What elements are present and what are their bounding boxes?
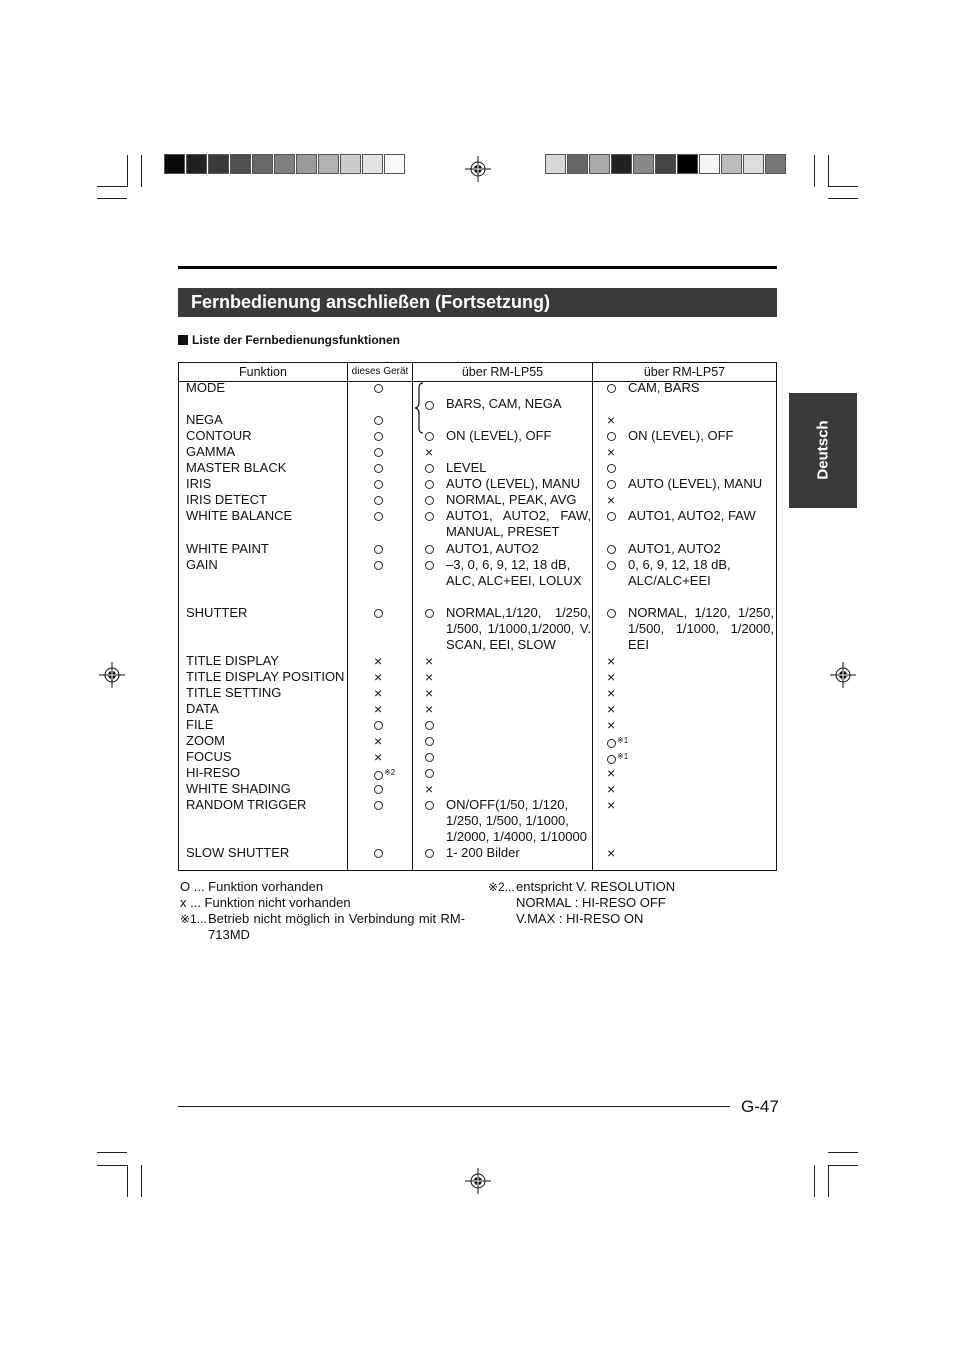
cross-icon: ×	[374, 733, 383, 749]
device-symbol	[374, 653, 382, 670]
circle-icon	[374, 496, 383, 505]
color-bar-right	[545, 154, 787, 176]
legend-note2-line2: NORMAL : HI-RESO OFF	[516, 895, 666, 910]
cross-icon: ×	[607, 653, 616, 669]
circle-icon	[607, 480, 616, 489]
circle-icon	[607, 384, 616, 393]
circle-icon	[374, 384, 383, 393]
cross-icon: ×	[425, 653, 434, 669]
lp55-value: LEVEL	[446, 460, 487, 475]
crop-mark	[141, 155, 142, 187]
circle-icon	[374, 801, 383, 810]
circle-icon	[374, 512, 383, 521]
table-column-divider	[412, 363, 413, 870]
cross-icon: ×	[607, 492, 616, 508]
device-symbol	[374, 685, 382, 702]
lp55-symbol	[425, 781, 433, 798]
device-symbol	[374, 557, 383, 573]
device-symbol	[374, 412, 383, 428]
circle-icon	[607, 739, 616, 748]
lp55-symbol	[425, 701, 433, 718]
device-symbol	[374, 541, 383, 557]
function-name: WHITE SHADING	[186, 781, 291, 796]
crop-mark	[97, 198, 127, 199]
function-name: MASTER BLACK	[186, 460, 287, 475]
cross-icon: ×	[607, 845, 616, 861]
cross-icon: ×	[425, 669, 434, 685]
function-name: SLOW SHUTTER	[186, 845, 290, 860]
lp55-symbol	[425, 476, 434, 492]
function-name: FILE	[186, 717, 214, 732]
lp55-symbol	[425, 541, 434, 557]
lp57-symbol	[607, 476, 616, 492]
circle-icon	[374, 432, 383, 441]
subheading-text: Liste der Fernbedienungsfunktionen	[192, 333, 401, 347]
footnote-marker: ※1	[617, 736, 629, 745]
device-symbol	[374, 781, 383, 797]
legend-note2-line1: entspricht V. RESOLUTION	[516, 879, 676, 894]
cross-icon: ×	[607, 717, 616, 733]
lp55-value: NORMAL, PEAK, AVG	[446, 492, 577, 507]
function-name: TITLE SETTING	[186, 685, 282, 700]
legend-note2-mark: ※2...	[488, 880, 515, 894]
cross-icon: ×	[607, 701, 616, 717]
function-name: TITLE DISPLAY POSITION	[186, 669, 345, 684]
circle-icon	[374, 545, 383, 554]
circle-icon	[425, 849, 434, 858]
device-symbol	[374, 605, 383, 621]
lp57-value: ON (LEVEL), OFF	[628, 428, 734, 443]
lp57-symbol	[607, 428, 616, 444]
function-name: WHITE BALANCE	[186, 508, 293, 523]
lp57-symbol	[607, 605, 616, 621]
lp55-mode-nega-value: BARS, CAM, NEGA	[446, 396, 562, 411]
lp57-value: AUTO1, AUTO2	[628, 541, 721, 556]
circle-icon	[374, 609, 383, 618]
function-name: RANDOM TRIGGER	[186, 797, 307, 812]
cross-icon: ×	[374, 653, 383, 669]
footer-rule	[178, 1106, 730, 1107]
crop-mark	[828, 1165, 858, 1166]
device-symbol	[374, 701, 382, 718]
registration-mark-icon	[98, 661, 126, 689]
lp55-mode-nega-symbol	[425, 397, 434, 413]
page-number: G-47	[741, 1097, 779, 1116]
lp55-value: ON (LEVEL), OFF	[446, 428, 552, 443]
lp55-symbol	[425, 765, 434, 781]
brace-icon	[414, 382, 424, 434]
cross-icon: ×	[607, 669, 616, 685]
device-symbol	[374, 749, 382, 766]
function-name: WHITE PAINT	[186, 541, 269, 556]
cross-icon: ×	[425, 781, 434, 797]
lp57-symbol	[607, 717, 615, 734]
lp55-symbol	[425, 653, 433, 670]
circle-icon	[607, 512, 616, 521]
circle-icon	[425, 737, 434, 746]
function-name: SHUTTER	[186, 605, 248, 620]
lp57-symbol	[607, 508, 616, 524]
function-name: CONTOUR	[186, 428, 252, 443]
cross-icon: ×	[374, 749, 383, 765]
circle-icon	[607, 561, 616, 570]
lp55-value: NORMAL,1/120, 1/250, 1/500, 1/1000,1/2000, V. SCAN, EEI, SLOW	[446, 605, 591, 652]
circle-icon	[374, 480, 383, 489]
circle-icon	[607, 755, 616, 764]
crop-mark	[828, 1152, 858, 1153]
lp55-symbol	[425, 669, 433, 686]
function-table	[178, 362, 777, 871]
device-symbol	[374, 845, 383, 861]
lp55-symbol	[425, 444, 433, 461]
device-symbol	[374, 492, 383, 508]
circle-icon	[425, 480, 434, 489]
lp57-value: 0, 6, 9, 12, 18 dB, ALC/ALC+EEI	[628, 557, 731, 588]
registration-mark-icon	[829, 661, 857, 689]
lp55-value: AUTO (LEVEL), MANU	[446, 476, 581, 491]
circle-icon	[425, 545, 434, 554]
function-name: FOCUS	[186, 749, 232, 764]
lp57-symbol	[607, 444, 615, 461]
registration-mark-icon	[464, 155, 492, 183]
lp57-symbol	[607, 685, 615, 702]
circle-icon	[425, 561, 434, 570]
lp57-symbol	[607, 701, 615, 718]
cross-icon: ×	[607, 412, 616, 428]
lp55-symbol	[425, 460, 434, 476]
crop-mark	[828, 186, 858, 187]
cross-icon: ×	[425, 685, 434, 701]
column-header-rm-lp57: über RM-LP57	[643, 365, 726, 379]
device-symbol	[374, 797, 383, 813]
crop-mark	[97, 1165, 127, 1166]
legend-note2-line3: V.MAX : HI-RESO ON	[516, 911, 644, 926]
page-title: Fernbedienung anschließen (Fortsetzung)	[178, 288, 777, 317]
lp55-symbol	[425, 557, 434, 573]
color-bar-left	[164, 154, 406, 176]
lp57-symbol	[607, 492, 615, 509]
footnote-marker: ※2	[384, 768, 396, 777]
lp55-symbol	[425, 845, 434, 861]
function-name: IRIS DETECT	[186, 492, 267, 507]
language-tab-label: Deutsch	[814, 420, 832, 480]
section-subheading	[178, 332, 400, 348]
circle-icon	[374, 448, 383, 457]
crop-mark	[828, 155, 829, 187]
circle-icon	[374, 771, 383, 780]
function-name: MODE	[186, 380, 225, 395]
function-name: NEGA	[186, 412, 223, 427]
legend-note1-text: Betrieb nicht möglich in Verbindung mit RM-713MD	[208, 911, 465, 942]
lp57-value: NORMAL, 1/120, 1/250, 1/500, 1/1000, 1/2000, EEI	[628, 605, 774, 652]
legend-note1-mark: ※1...	[180, 912, 207, 926]
circle-icon	[425, 801, 434, 810]
crop-mark	[141, 1165, 142, 1197]
legend-available: O ... Funktion vorhanden	[180, 879, 324, 894]
crop-mark	[97, 186, 127, 187]
crop-mark	[814, 155, 815, 187]
device-symbol	[374, 717, 383, 733]
function-name: ZOOM	[186, 733, 225, 748]
legend-unavailable: x ... Funktion nicht vorhanden	[180, 895, 351, 910]
circle-icon	[607, 545, 616, 554]
device-symbol	[374, 733, 382, 750]
lp57-symbol	[607, 765, 615, 782]
lp55-value: AUTO1, AUTO2, FAW, MANUAL, PRESET	[446, 508, 591, 539]
lp55-value: ON/OFF(1/50, 1/120, 1/250, 1/500, 1/1000, 1/2000, 1/4000, 1/10000	[446, 797, 587, 844]
column-header-device: dieses Gerät	[351, 366, 409, 377]
cross-icon: ×	[374, 685, 383, 701]
circle-icon	[374, 464, 383, 473]
lp57-symbol	[607, 380, 616, 396]
circle-icon	[425, 496, 434, 505]
function-name: GAMMA	[186, 444, 236, 459]
table-column-divider	[592, 363, 593, 870]
cross-icon: ×	[607, 781, 616, 797]
circle-icon	[374, 849, 383, 858]
lp57-symbol	[607, 460, 616, 476]
circle-icon	[374, 785, 383, 794]
device-symbol	[374, 380, 383, 396]
circle-icon	[607, 464, 616, 473]
cross-icon: ×	[607, 765, 616, 781]
crop-mark	[814, 1165, 815, 1197]
lp55-symbol	[425, 717, 434, 733]
cross-icon: ×	[425, 701, 434, 717]
cross-icon: ×	[374, 669, 383, 685]
function-name: TITLE DISPLAY	[186, 653, 279, 668]
circle-icon	[607, 609, 616, 618]
cross-icon: ×	[607, 797, 616, 813]
circle-icon	[425, 512, 434, 521]
circle-icon	[425, 769, 434, 778]
device-symbol	[374, 476, 383, 492]
device-symbol	[374, 508, 383, 524]
lp55-value: AUTO1, AUTO2	[446, 541, 539, 556]
lp57-symbol	[607, 797, 615, 814]
crop-mark	[127, 1165, 128, 1197]
lp55-symbol	[425, 749, 434, 765]
device-symbol	[374, 444, 383, 460]
function-name: GAIN	[186, 557, 218, 572]
column-header-function: Funktion	[239, 365, 287, 379]
cross-icon: ×	[607, 685, 616, 701]
column-header-rm-lp55: über RM-LP55	[461, 365, 544, 379]
lp57-symbol	[607, 669, 615, 686]
lp57-symbol	[607, 653, 615, 670]
lp55-value: 1- 200 Bilder	[446, 845, 520, 860]
table-column-divider	[347, 363, 348, 870]
circle-icon	[374, 561, 383, 570]
device-symbol	[374, 460, 383, 476]
cross-icon: ×	[374, 701, 383, 717]
lp55-symbol	[425, 508, 434, 524]
function-name: HI-RESO	[186, 765, 241, 780]
lp55-symbol	[425, 605, 434, 621]
lp55-symbol	[425, 733, 434, 749]
lp55-symbol	[425, 428, 434, 444]
cross-icon: ×	[425, 444, 434, 460]
footnote-marker: ※1	[617, 752, 629, 761]
top-rule	[178, 266, 777, 269]
circle-icon	[425, 464, 434, 473]
lp55-symbol	[425, 797, 434, 813]
language-tab	[789, 393, 857, 508]
crop-mark	[828, 1165, 829, 1197]
lp57-value: AUTO (LEVEL), MANU	[628, 476, 763, 491]
lp57-symbol	[607, 845, 615, 862]
circle-icon	[374, 721, 383, 730]
function-name: IRIS	[186, 476, 212, 491]
device-symbol	[374, 669, 382, 686]
registration-mark-icon	[464, 1167, 492, 1195]
circle-icon	[374, 416, 383, 425]
lp57-value: AUTO1, AUTO2, FAW	[628, 508, 756, 523]
circle-icon	[425, 432, 434, 441]
device-symbol	[374, 428, 383, 444]
lp57-symbol	[607, 781, 615, 798]
crop-mark	[828, 198, 858, 199]
lp57-symbol	[607, 412, 615, 429]
crop-mark	[97, 1152, 127, 1153]
crop-mark	[127, 155, 128, 187]
circle-icon	[425, 753, 434, 762]
cross-icon: ×	[607, 444, 616, 460]
lp55-value: –3, 0, 6, 9, 12, 18 dB, ALC, ALC+EEI, LOLUX	[446, 557, 582, 588]
lp57-symbol	[607, 557, 616, 573]
lp57-value: CAM, BARS	[628, 380, 700, 395]
circle-icon	[607, 432, 616, 441]
lp55-symbol	[425, 685, 433, 702]
function-name: DATA	[186, 701, 219, 716]
square-bullet-icon	[178, 335, 188, 345]
lp57-symbol	[607, 541, 616, 557]
circle-icon	[425, 609, 434, 618]
circle-icon	[425, 721, 434, 730]
lp55-symbol	[425, 492, 434, 508]
